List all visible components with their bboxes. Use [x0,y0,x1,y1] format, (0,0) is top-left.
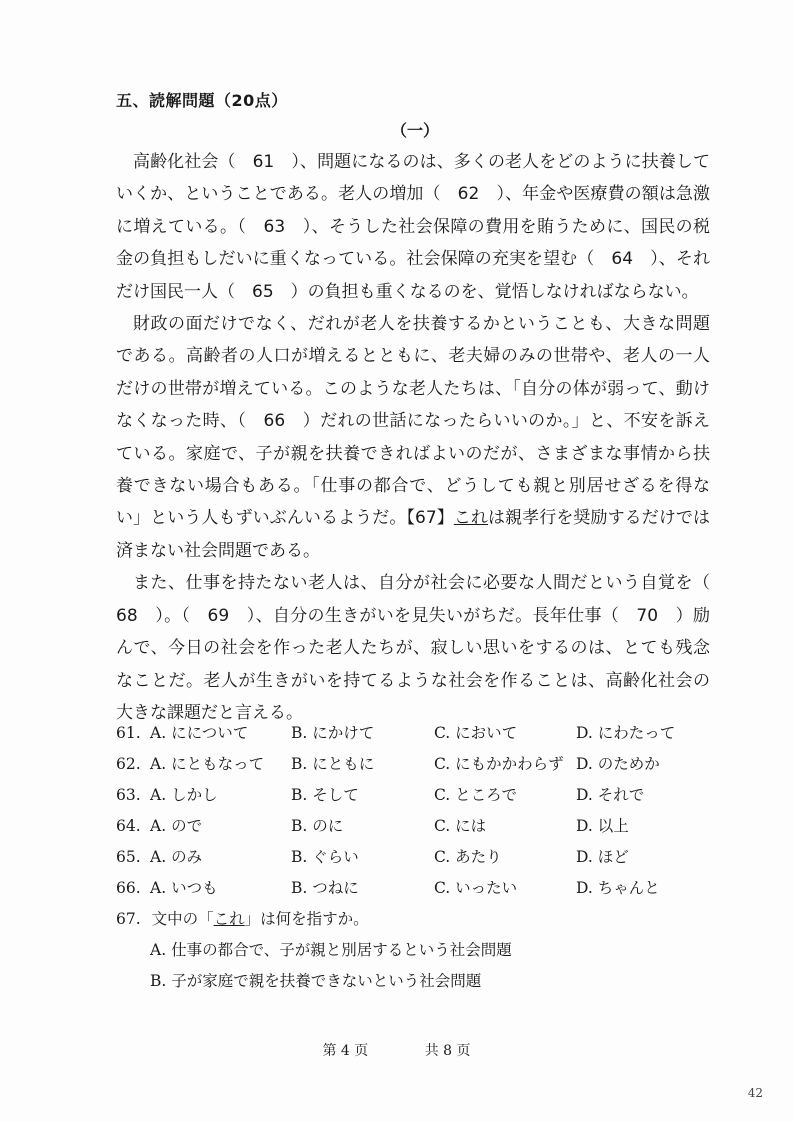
question-row-61 [116,718,716,749]
passage-paragraph-2-tail: は親孝行を奨励するだけでは済まない社会問題である。 [116,508,711,561]
question-67-option-b[interactable] [116,966,716,997]
question-row-65 [116,842,716,873]
option-a[interactable] [150,749,264,780]
reading-passage [116,146,727,729]
question-number: 67. [116,910,141,928]
option-d[interactable] [576,749,660,780]
question-options [116,718,716,997]
option-text: のに [312,817,344,835]
question-number: 64. [116,817,141,835]
option-b[interactable] [291,780,359,811]
section-title: 五、読解問題（20点） [116,91,288,110]
option-letter: D. [576,755,593,773]
passage-paragraph-3: また、仕事を持たない老人は、自分が社会に必要な人間だという自覚を（ 68 ）。（ 69 ）、自分の生きがいを見失いがちだ。長年仕事（ 70 ）励んで、今日の社会を作った老人たちが、寂しい思いをするのは、とても残念なことだ。老人が生きがいを持てるような社会を作ることは、高齢化社会の大きな課題だと言える。 [116,573,727,723]
option-letter: A. [150,848,167,866]
option-letter: C. [434,817,451,835]
option-letter: B. [291,724,308,742]
option-c[interactable] [434,811,486,842]
option-b[interactable] [291,842,359,873]
option-text: のためか [597,755,660,773]
option-letter: D. [576,817,593,835]
question-number: 66. [116,879,141,897]
option-letter: C. [434,786,451,804]
option-letter: B. [291,755,308,773]
option-text: にわたって [597,724,676,742]
option-letter: B. [291,879,308,897]
underlined-kore: これ [453,508,488,529]
option-text: 仕事の都合で、子が親と別居するという社会問題 [171,941,512,959]
question-67-suffix: 」は何を指すか。 [244,910,369,928]
option-text: 以上 [597,817,629,835]
option-text: には [455,817,487,835]
question-67-prefix: 文中の「 [151,910,214,928]
option-text: ほど [597,848,629,866]
option-letter: A. [150,879,167,897]
option-d[interactable] [576,811,629,842]
sub-title: （一） [390,121,439,140]
option-letter: D. [576,848,593,866]
option-b[interactable] [291,811,343,842]
option-letter: A. [150,941,167,959]
passage-paragraph-2 [116,308,710,567]
question-67-underlined: これ [213,910,245,928]
option-text: いったい [455,879,518,897]
option-letter: C. [434,879,451,897]
option-b[interactable] [291,873,359,904]
option-text: そして [312,786,359,804]
option-letter: B. [291,817,308,835]
option-a[interactable] [150,842,202,873]
option-a[interactable] [150,780,218,811]
option-letter: A. [150,786,167,804]
page-total: 共 8 页 [424,1043,471,1059]
option-letter: C. [434,755,451,773]
option-text: つねに [312,879,359,897]
question-row-66 [116,873,716,904]
corner-page-number: 42 [747,1086,763,1100]
option-c[interactable] [434,749,564,780]
option-letter: C. [434,848,451,866]
question-67 [116,904,716,935]
option-text: いつも [171,879,218,897]
option-letter: B. [150,972,167,990]
option-c[interactable] [434,780,517,811]
option-d[interactable] [576,842,629,873]
question-number: 65. [116,848,141,866]
option-text: のみ [171,848,203,866]
option-text: それで [597,786,645,804]
option-letter: B. [291,786,308,804]
option-text: ところで [455,786,518,804]
question-row-62 [116,749,716,780]
option-c[interactable] [434,718,517,749]
option-text: しかし [171,786,218,804]
question-number: 63. [116,786,141,804]
question-67-marker: 【67】 [406,508,454,529]
option-letter: D. [576,724,593,742]
option-letter: C. [434,724,451,742]
option-letter: A. [150,724,167,742]
option-text: ので [171,817,203,835]
passage-paragraph-1: 高齢化社会（ 61 ）、問題になるのは、多くの老人をどのように扶養していくか、ということである。老人の増加（ 62 ）、年金や医療費の額は急激に増えている。（ 63 ）、そうした社会保障の費用を賄うために、国民の税金の負担もしだいに重くなっている。社会保障の充実を望む（ 64 ）、それだけ国民一人（ 65 ）の負担も重くなるのを、覚悟しなければならない。 [116,152,710,302]
question-number: 62. [116,755,141,773]
option-text: ちゃんと [597,879,660,897]
option-letter: A. [150,755,167,773]
option-letter: D. [576,786,593,804]
passage-paragraph-2-body: 財政の面だけでなく、だれが老人を扶養するかということも、大きな問題である。高齢者の人口が増えるとともに、老夫婦のみの世帯や、老人の一人だけの世帯が増えている。このような老人たちは、「自分の体が弱って、動けなくなった時、（ 66 ）だれの世話になったらいいのか。」と、不安を訴えている。家庭で、子が親を扶養できればよいのだが、さまざまな事情から扶養できない場合もある。「仕事の都合で、どうしても親と別居せざるを得ない」という人もずいぶんいるようだ。 [116,314,710,529]
option-text: にかけて [312,724,375,742]
question-number: 61. [116,724,141,742]
option-c[interactable] [434,842,502,873]
option-letter: D. [576,879,593,897]
option-a[interactable] [150,873,218,904]
question-row-64 [116,811,716,842]
option-text: にについて [171,724,249,742]
option-text: ぐらい [312,848,359,866]
option-d[interactable] [576,873,660,904]
option-b[interactable] [291,718,374,749]
option-text: あたり [455,848,502,866]
option-text: にともなって [171,755,265,773]
option-a[interactable] [150,811,202,842]
option-letter: A. [150,817,167,835]
question-row-63 [116,780,716,811]
option-text: において [455,724,518,742]
option-b[interactable] [291,749,374,780]
option-text: にともに [312,755,375,773]
page-footer [0,1040,793,1060]
option-d[interactable] [576,780,644,811]
page-number: 第 4 页 [322,1043,369,1059]
question-67-option-a[interactable] [116,935,716,966]
option-d[interactable] [576,718,675,749]
option-c[interactable] [434,873,517,904]
option-text: にもかかわらず [455,755,564,773]
option-a[interactable] [150,718,248,749]
option-text: 子が家庭で親を扶養できないという社会問題 [171,972,482,990]
option-letter: B. [291,848,308,866]
